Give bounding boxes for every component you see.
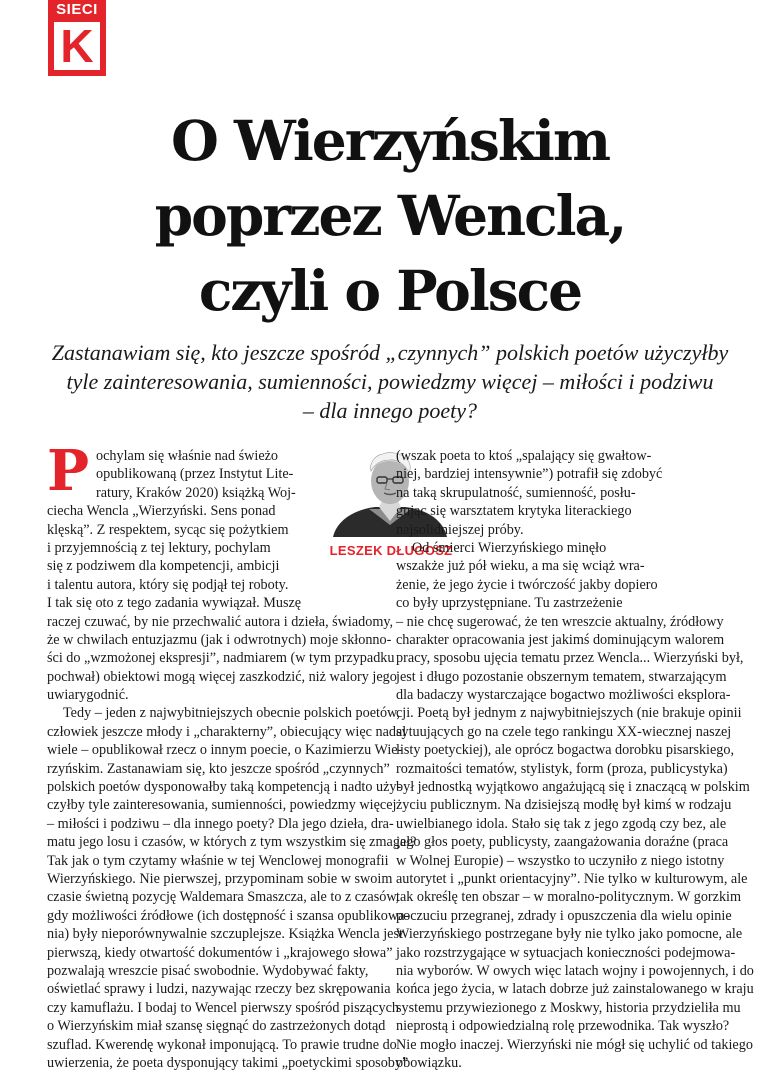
title-line: O Wierzyńskim <box>170 108 610 173</box>
lead-line: Zastanawiam się, kto jeszcze spośród „czynnych” polskich poetów użyczyłby <box>51 340 729 365</box>
text-line: jest i długo pozostanie obszernym tematem, stwarzającym <box>396 668 727 685</box>
article-lead <box>40 338 740 425</box>
text-line: uwierzenia, że poeta dysponujący takimi „poetyckimi sposoby” <box>47 1054 409 1071</box>
text-line: Od śmierci Wierzyńskiego minęło <box>412 539 607 556</box>
text-line: sytuujących go na czele tego rankingu XX-wiecznej naszej <box>396 723 732 740</box>
text-line: czyłby tyle zainteresowania, sumienności, powiedzmy więcej <box>47 797 397 814</box>
text-line: o Wierzyńskim miał szansę sięgnąć do zastrzeżonych dotąd <box>47 1018 386 1035</box>
text-line: rozmaitości tematów, stylistyk, form (proza, publicystyka) <box>396 760 728 777</box>
lead-line: – dla innego poety? <box>302 398 478 423</box>
text-line: tak określę ten obszar – w moralno-politycznym. W gorzkim <box>396 889 742 906</box>
text-line: i przyjemnością z tej lektury, pochylam <box>47 539 271 556</box>
text-line: niej, bardziej intensywnie”) potrafił się zdobyć <box>396 466 663 483</box>
logo-letter-box <box>54 22 100 70</box>
text-line: klęską”. Z respektem, sycąc się pożytkiem <box>47 521 289 538</box>
text-line: życiu publicznym. Na dzisiejszą modłę był kimś w rodzaju <box>396 797 732 814</box>
text-line: w Wolnej Europie) – wszystko to uczyniło z niego istotny <box>396 852 725 869</box>
text-line: pozwalają wreszcie pisać swobodnie. Wydobywać fakty, <box>47 962 369 979</box>
title-line: czyli o Polsce <box>198 258 582 323</box>
text-line: wszakże już pół wieku, a ma się wciąż wra- <box>396 558 645 575</box>
text-line: Wierzyńskiego. Nie pierwszej, przypominam sobie w swoim <box>47 870 393 887</box>
text-line: czy kamuflażu. I bodaj to Wencel pierwszy spośród piszących <box>47 999 399 1016</box>
text-line: – miłości i podziwu – dla innego poety? Dla jego dzieła, dra- <box>47 815 394 832</box>
text-line: pracy, sposobu ujęcia tematu przez Wencla... Wierzyński był, <box>396 650 744 667</box>
logo-letter: K <box>60 20 94 72</box>
text-line: Nie mogło inaczej. Wierzyński nie mógł się uchylić od takiego <box>396 1036 753 1053</box>
text-line: co były uprzystępniane. Tu zastrzeżenie <box>396 595 623 612</box>
text-line: jego głos poety, publicysty, zaangażowania doraźne (praca <box>396 834 729 851</box>
title-line: poprzez Wencla, <box>154 183 626 248</box>
text-line: najsolidniejszej próby. <box>396 521 524 538</box>
logo-top-text: SIECI <box>48 0 106 20</box>
text-line: oświetlać sprawy i ludzi, nazywając rzeczy bez skrępowania <box>47 981 391 998</box>
text-line: ochylam się właśnie nad świeżo <box>96 448 279 464</box>
text-line: nia wyborów. W owych więc latach wojny i powojennych, i do <box>396 962 754 979</box>
text-line: uwiarygodnić. <box>47 687 129 704</box>
author-name: LESZEK DŁUGOSZ <box>329 543 453 558</box>
text-line: listy poetyckiej), ale oprócz bogactwa dorobku pisarskiego, <box>396 742 735 759</box>
text-line: opublikowaną (przez Instytut Lite- <box>96 466 294 483</box>
text-line: charakter opracowania jest jakimś dominującym walorem <box>396 631 725 648</box>
text-line: rzyńskim. Zastanawiam się, kto jeszcze spośród „czynnych” <box>47 760 390 777</box>
text-line: ści do „wzmożonej ekspresji”, nadmiarem (w tym przypadku <box>47 650 395 667</box>
text-line: I tak się oto z tego zadania wywiązał. Muszę <box>47 595 302 612</box>
text-line: szuflad. Kwerendę wykonał imponującą. To prawie trudne do <box>47 1036 397 1053</box>
text-line: pochwał) obiektowi mogą więcej zaszkodzić, niż walory jego <box>47 668 397 685</box>
text-line: człowiek jeszcze młody i „charakterny”, obiecujący więc nadal <box>47 723 407 740</box>
text-line: żenie, że jego życie i twórczość jakby dopiero <box>396 576 658 593</box>
magazine-logo <box>48 0 106 76</box>
text-line: systemu przywiezionego z Moskwy, historia przydzieliła mu <box>396 999 741 1016</box>
text-line: czasie świetną pozycję Waldemara Smaszcza, ale to z czasów, <box>47 889 400 906</box>
text-line: dla badaczy wystarczające bogactwo możliwości eksplora- <box>396 687 731 704</box>
text-line: Tak jak o tym czytamy właśnie w tej Wenclowej monografii <box>47 852 389 869</box>
text-line: wiele – opublikował rzecz o innym poecie, o Kazimierzu Wie- <box>47 742 403 759</box>
text-line: poczuciu przegranej, zdrady i opuszczenia dla wielu opinie <box>396 907 732 924</box>
text-line: był jednostką wyjątkowo angażującą się i znaczącą w polskim <box>396 779 750 796</box>
text-line: matu jego losu i czasów, w których z tym wszystkim się zmagał? <box>47 834 417 851</box>
text-line: Wierzyńskiego postrzegane były nie tylko jako pomocne, ale <box>396 926 743 943</box>
text-line: gując się warsztatem krytyka literackiego <box>396 503 632 520</box>
text-line: (wszak poeta to ktoś „spalający się gwałtow- <box>396 448 652 464</box>
text-line: ratury, Kraków 2020) książką Woj- <box>96 484 296 501</box>
text-line: cji. Poetą był jednym z najwybitniejszych (nie brakuje opinii <box>396 705 742 722</box>
text-line: nia) były nieporównywalnie szczuplejsze. Książka Wencla jest <box>47 926 403 943</box>
text-column-left <box>47 438 417 1072</box>
text-line: nieprostą i odpowiedzialną rolę przewodnika. Tak wyszło? <box>396 1018 730 1035</box>
text-line: gdy możliwości źródłowe (ich dostępność i szansa opublikowa- <box>47 907 410 924</box>
text-line: polskich poetów dysponowałby taką kompetencją i nadto uży- <box>47 779 402 796</box>
text-line: końca jego życia, w latach dobrze już zainstalowanego w kraju <box>396 981 754 998</box>
text-line: autorytet i „punkt orientacyjny”. Nie tylko w kulturowym, ale <box>396 870 748 887</box>
text-line: i talentu autora, który się podjął tej roboty. <box>47 576 289 593</box>
text-line: jako rozstrzygające w sytuacjach konieczności podejmowa- <box>396 944 736 961</box>
text-line: że w chwilach entuzjazmu (jak i odwrotnych) moje skłonno- <box>47 631 392 648</box>
drop-cap: P <box>47 438 90 504</box>
text-line: raczej czuwać, by nie przechwalić autora i dzieła, świadomy, <box>47 613 394 630</box>
text-line: – nie chcę sugerować, że ten wreszcie aktualny, źródłowy <box>396 613 724 630</box>
text-line: uwielbianego idola. Stało się tak z jego zgodą czy bez, ale <box>396 815 727 832</box>
text-column-right <box>396 447 754 1072</box>
text-line: Tedy – jeden z najwybitniejszych obecnie polskich poetów, <box>63 705 400 722</box>
lead-line: tyle zainteresowania, sumienności, powiedzmy więcej – miłości i podziwu <box>66 369 714 394</box>
text-line: się z podziwem dla kompetencji, ambicji <box>47 558 280 575</box>
article-title <box>40 103 740 328</box>
text-line: obowiązku. <box>396 1054 462 1071</box>
text-line: pierwszą, kiedy otwartość dokumentów i „krajowego słowa” <box>47 944 393 961</box>
text-line: ciecha Wencla „Wierzyński. Sens ponad <box>47 503 276 520</box>
text-line: na taką skrupulatność, sumienność, posłu- <box>396 484 636 501</box>
